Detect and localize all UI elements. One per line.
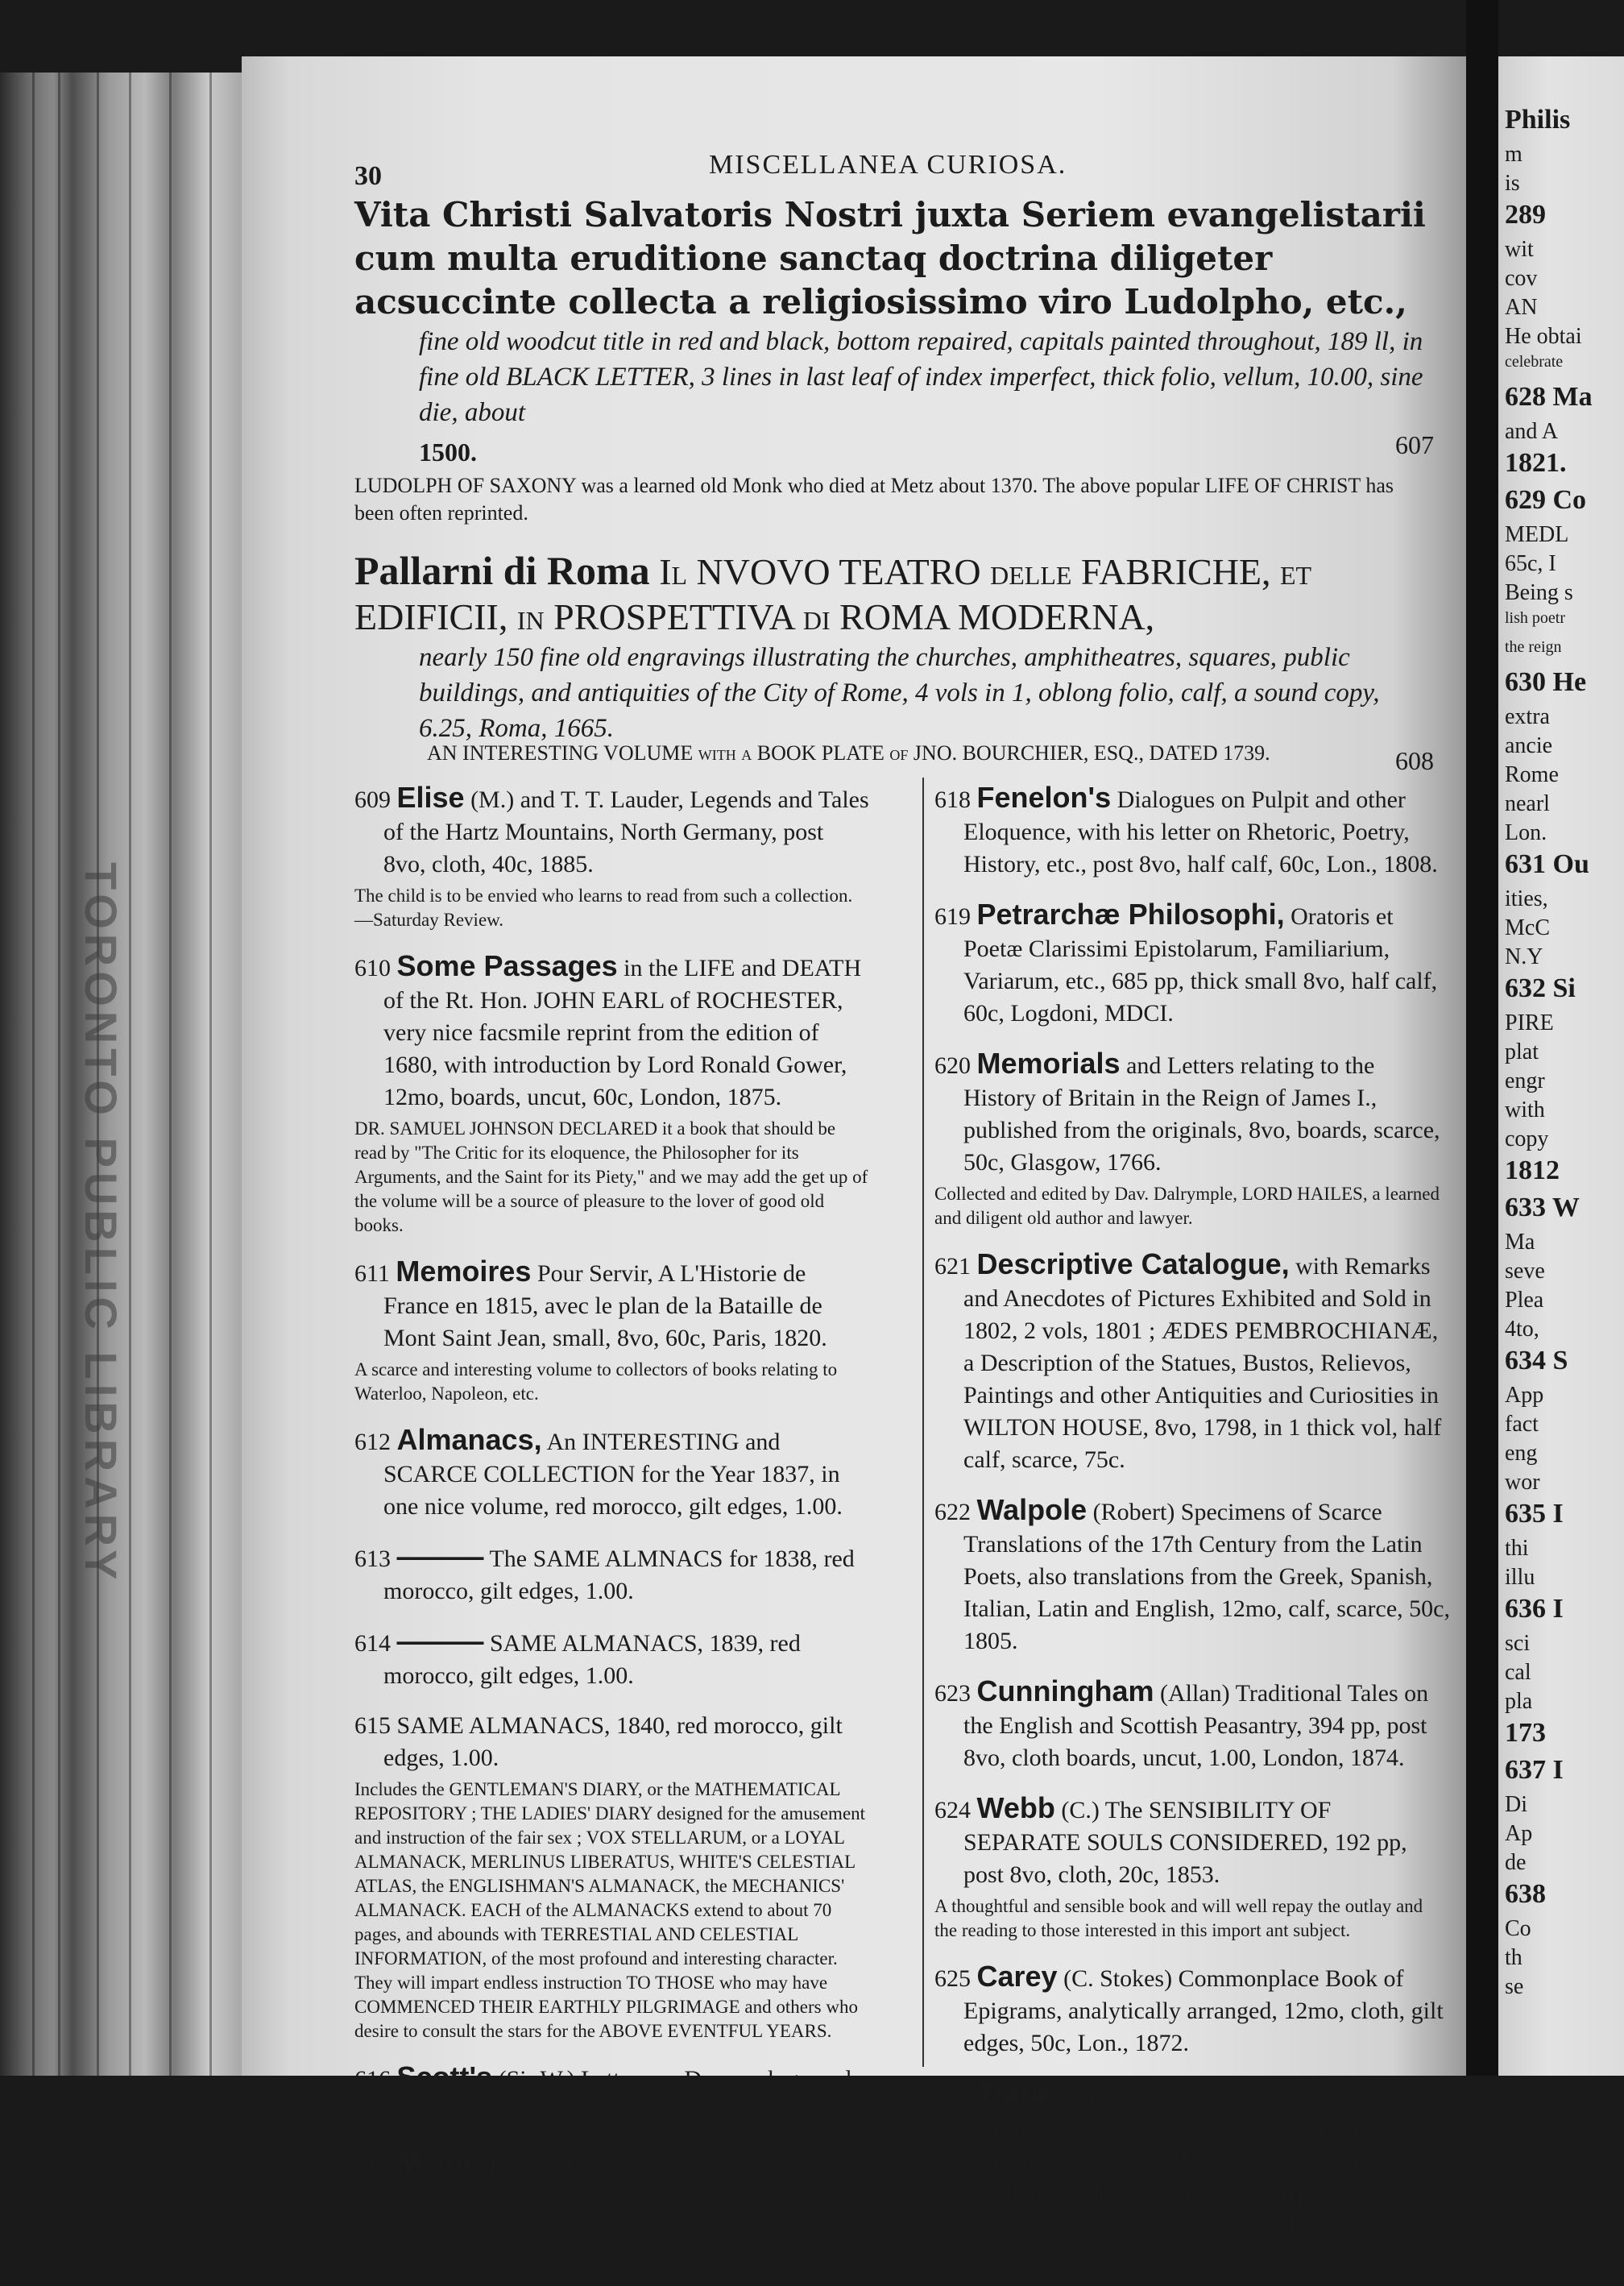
right-page-text-fragment: 637 I	[1505, 1755, 1564, 1785]
right-page-text-fragment: 173	[1505, 1718, 1546, 1748]
right-page-text-fragment: Co	[1505, 1916, 1531, 1941]
entry-614-body	[354, 1625, 870, 1692]
right-page-text-fragment: with	[1505, 1097, 1545, 1122]
entry-608-title	[354, 548, 1434, 640]
catalogue-entry-616	[354, 2061, 870, 2128]
right-column	[934, 782, 1450, 2286]
right-page-text-fragment: 634 S	[1505, 1346, 1568, 1375]
entry-621-body	[934, 1248, 1450, 1476]
entry-610-description: in the LIFE and DEATH of the Rt. Hon. JOHN EARL of ROCHESTER, very nice facsmile reprint from the edition of 1680, with introduction by Lord Ronald Gower, 12mo, boards, uncut, 60c, London, 1875.	[383, 955, 862, 1110]
entry-612-body	[354, 1424, 870, 1523]
entry-608-description: nearly 150 fine old engravings illustrating the churches, amphitheatres, squares, public buildings, and antiquities of the City of Rome, 4 vols in 1, oblong folio, calf, a sound copy, 6.25, Roma, 1665.	[419, 643, 1380, 743]
entry-622-title: Walpole	[976, 1493, 1088, 1526]
right-page-text-fragment: Lon.	[1505, 820, 1547, 845]
catalogue-entry-623	[934, 1675, 1450, 1774]
right-page-text-fragment: Being s	[1505, 580, 1573, 605]
entry-614-description: SAME ALMANACS, 1839, red morocco, gilt edges, 1.00.	[383, 1630, 801, 1689]
entry-607-number: 607	[1395, 430, 1434, 459]
right-page-text-fragment: Ap	[1505, 1821, 1533, 1846]
entry-607-description: fine old woodcut title in red and black, bottom repaired, capitals painted throughout, 189 ll, in fine old BLACK LETTER, 3 lines in last leaf of index imperfect, thick folio, vellum, 10.00, sine die, about	[419, 327, 1423, 427]
right-page-text-fragment: th	[1505, 1945, 1522, 1970]
entry-613-title: ———	[396, 1540, 484, 1573]
catalogue-entry-621	[934, 1248, 1450, 1476]
right-page-text-fragment: 65c, I	[1505, 551, 1556, 576]
entry-624-body	[934, 1792, 1450, 1891]
entry-609-body	[354, 782, 870, 881]
entry-614-title: ———	[396, 1624, 484, 1657]
right-page-text-fragment: N.Y	[1505, 944, 1543, 969]
entry-615-note: Includes the GENTLEMAN'S DIARY, or the MATHEMATICAL REPOSITORY ; THE LADIES' DIARY designed for the amusement and instruction of the fair sex ; VOX STELLARUM, or a LOYAL ALMANACK, MERLINUS LIBERATUS, WHITE'S CELESTIAL ATLAS, the ENGLISHMAN'S ALMANACK, the MECHANICS' ALMANACK. EACH of the ALMANACKS extend to about 70 pages, and abounds with TERRESTIAL AND CELESTIAL INFORMATION, of the most profound and interesting character. They will impart endless instruction TO THOSE who may have COMMENCED THEIR EARTHLY PILGRIMAGE and others who desire to consult the stars for the ABOVE EVENTFUL YEARS.	[354, 1779, 866, 2041]
entry-618-description: Dialogues on Pulpit and other Eloquence, with his letter on Rhetoric, Poetry, History, etc., post 8vo, half calf, 60c, Lon., 1808.	[963, 786, 1438, 877]
bookplate-note: AN INTERESTING VOLUME with a BOOK PLATE of JNO. BOURCHIER, ESQ., DATED 1739.	[427, 741, 1270, 765]
right-page-text-fragment: m	[1505, 142, 1522, 167]
entry-618-title: Fenelon's	[976, 781, 1112, 814]
right-page-text-fragment: wit	[1505, 237, 1534, 262]
entry-617-title: Memoir	[396, 2145, 500, 2178]
entry-610-body	[354, 950, 870, 1114]
right-page-text-fragment: Philis	[1505, 105, 1571, 135]
entry-608-title-rest: Il NVOVO TEATRO delle FABRICHE, et EDIFICII, in PROSPETTIVA di ROMA MODERNA,	[354, 551, 1312, 637]
entry-625-title: Carey	[976, 1960, 1058, 1993]
entry-609-description: (M.) and T. T. Lauder, Legends and Tales of the Hartz Mountains, North Germany, post 8vo, cloth, 40c, 1885.	[383, 786, 869, 877]
entry-615-description: SAME ALMANACS, 1840, red morocco, gilt edges, 1.00.	[383, 1712, 843, 1771]
right-page-text-fragment: eng	[1505, 1441, 1538, 1466]
right-page-text-fragment: 629 Co	[1505, 485, 1587, 515]
right-page-text-fragment: the reign	[1505, 638, 1562, 656]
entry-619-number: 619	[934, 903, 971, 930]
entry-626-description: (The) to India critically and calmly considered and proven to be destructive to the general trade of Great Britain as well as to the woollen and silk manufacturers in particular, 45 pp, 8vo, sewn, 50c, at the Angel, 1720.	[963, 2082, 1427, 2238]
entry-609-number: 609	[354, 786, 391, 813]
entry-620-description: and Letters relating to the History of Britain in the Reign of James I., published from the originals, 8vo, boards, scarce, 50c, Glasgow, 1766.	[963, 1052, 1440, 1176]
entry-613-body	[354, 1541, 870, 1608]
catalogue-entry-612	[354, 1424, 870, 1523]
library-spine-stamp: TORONTO PUBLIC LIBRARY	[76, 862, 126, 1585]
right-page-text-fragment: nearl	[1505, 791, 1550, 816]
entry-615-number: 615	[354, 1712, 391, 1739]
page-number: 30	[354, 161, 382, 191]
catalogue-entry-615	[354, 1710, 870, 2043]
right-page-text-fragment: cov	[1505, 266, 1538, 291]
entry-619-body	[934, 898, 1450, 1030]
entry-621-title: Descriptive Catalogue,	[976, 1247, 1290, 1280]
entry-613-description: The SAME ALMNACS for 1838, red morocco, gilt edges, 1.00.	[383, 1545, 855, 1604]
right-page-text-fragment: cal	[1505, 1660, 1531, 1685]
entry-611-description: Pour Servir, A L'Historie de France en 1815, avec le plan de la Bataille de Mont Saint Jean, small, 8vo, 60c, Paris, 1820.	[383, 1260, 827, 1351]
right-page-text-fragment: Rome	[1505, 762, 1559, 787]
right-page-text-fragment: Di	[1505, 1792, 1527, 1817]
catalogue-entry-619	[934, 898, 1450, 1030]
right-page-text-fragment: lish poetr	[1505, 609, 1565, 627]
entry-611-note: A scarce and interesting volume to collectors of books relating to Waterloo, Napoleon, etc.	[354, 1359, 838, 1404]
entry-621-description: with Remarks and Anecdotes of Pictures Exhibited and Sold in 1802, 2 vols, 1801 ; ÆDES PEMBROCHIANÆ, a Description of the Statues, Bustos, Relievos, Paintings and other Antiquities and Curiosities in WILTON HOUSE, 8vo, 1798, in 1 thick vol, half calf, scarce, 75c.	[963, 1253, 1442, 1473]
catalogue-entry-626	[934, 2077, 1450, 2268]
left-column	[354, 782, 870, 2230]
right-page-text-fragment: 1821.	[1505, 448, 1567, 478]
entry-624-number: 624	[934, 1797, 971, 1823]
entry-620-note: Collected and edited by Dav. Dalrymple, LORD HAILES, a learned and diligent old author and lawyer.	[934, 1184, 1440, 1228]
book-gutter	[1466, 0, 1498, 2076]
right-page-text-fragment: de	[1505, 1850, 1527, 1875]
right-page-text-fragment: McC	[1505, 915, 1550, 940]
catalogue-entry-611	[354, 1255, 870, 1406]
entry-625-body	[934, 1960, 1450, 2060]
entry-610-note: DR. SAMUEL JOHNSON DECLARED it a book that should be read by "The Critic for its eloquence, the Philosopher for its Arguments, and the Saint for its Piety," and we may add the get up of the volume will be a source of pleasure to the lover of good old books.	[354, 1118, 868, 1235]
entry-624-title: Webb	[976, 1791, 1055, 1824]
entry-608-number: 608	[1395, 746, 1434, 775]
entry-622-body	[934, 1494, 1450, 1657]
right-page-text-fragment: 635 I	[1505, 1499, 1564, 1529]
right-page-text-fragment: sci	[1505, 1631, 1531, 1656]
entry-610-number: 610	[354, 955, 391, 981]
entry-618-body	[934, 782, 1450, 881]
right-page-text-fragment: 1812	[1505, 1155, 1560, 1185]
right-page-text-fragment: se	[1505, 1974, 1524, 1999]
entry-623-description: (Allan) Traditional Tales on the English and Scottish Peasantry, 394 pp, post 8vo, cloth boards, uncut, 1.00, London, 1874.	[963, 1680, 1429, 1771]
right-page-text-fragment: Plea	[1505, 1288, 1544, 1313]
entry-625-description: (C. Stokes) Commonplace Book of Epigrams, analytically arranged, 12mo, cloth, gilt edges, 50c, Lon., 1872.	[963, 1965, 1444, 2056]
entry-626-title: Trade	[976, 2076, 1054, 2110]
entry-612-number: 612	[354, 1429, 391, 1455]
right-page-text-fragment: wor	[1505, 1470, 1540, 1495]
right-page-text-fragment: Ma	[1505, 1230, 1535, 1255]
entry-614-number: 614	[354, 1630, 391, 1657]
left-page	[242, 56, 1466, 2266]
right-page-text-fragment: ities,	[1505, 886, 1548, 911]
entry-611-title: Memoires	[396, 1255, 532, 1288]
right-page-text-fragment: seve	[1505, 1259, 1545, 1284]
entry-616-description: (Sir W.) Letters on Demonology and Witchcraft, post 8vo, cloth, 30c, Murray, 1831.	[383, 2066, 851, 2125]
entry-617-description: of PETER the GREAT, port., half calf, 30c, Murray's Fam. Lib., 1832.	[383, 2151, 831, 2209]
entry-616-body	[354, 2061, 870, 2128]
right-page-text-fragment: 630 He	[1505, 667, 1587, 697]
right-page-fragment	[1498, 56, 1624, 2076]
running-head: MISCELLANEA CURIOSA.	[709, 150, 1067, 180]
entry-621-number: 621	[934, 1253, 971, 1280]
right-page-text-fragment: He obtai	[1505, 324, 1582, 349]
catalogue-entry-610	[354, 950, 870, 1238]
entry-623-number: 623	[934, 1680, 971, 1707]
entry-609-note: The child is to be envied who learns to read from such a collection.—Saturday Review.	[354, 886, 853, 930]
right-page-text-fragment: 289	[1505, 200, 1546, 230]
entry-607-year: 1500.	[419, 438, 477, 467]
entry-626-body	[934, 2077, 1450, 2241]
entry-612-title: Almanacs,	[396, 1423, 542, 1456]
entry-619-title: Petrarchæ Philosophi,	[976, 898, 1285, 931]
right-page-text-fragment: 636 I	[1505, 1594, 1564, 1624]
entry-612-description: An INTERESTING and SCARCE COLLECTION for the Year 1837, in one nice volume, red morocco, gilt edges, 1.00.	[383, 1429, 843, 1520]
entry-607-title: Vita Christi Salvatoris Nostri juxta Seriem evangelistarii cum multa eruditione sanctaq doctrina diligeter acsuccinte collecta a religiosissimo viro Ludolpho, etc.,	[354, 195, 1426, 322]
entry-626-note: A scarce pamphlet by DANIEL DEFOE.	[934, 2246, 1237, 2266]
right-page-text-fragment: 4to,	[1505, 1317, 1539, 1342]
entry-618-number: 618	[934, 786, 971, 813]
entry-624-description: (C.) The SENSIBILITY OF SEPARATE SOULS CONSIDERED, 192 pp, post 8vo, cloth, 20c, 1853.	[963, 1797, 1407, 1888]
right-page-text-fragment: fact	[1505, 1412, 1539, 1437]
right-page-text-fragment: celebrate	[1505, 353, 1564, 371]
entry-624-note: A thoughtful and sensible book and will well repay the outlay and the reading to those interested in this import ant subject.	[934, 1896, 1423, 1940]
right-page-text-fragment: extra	[1505, 704, 1550, 729]
catalogue-entry-624	[934, 1792, 1450, 1943]
entry-623-body	[934, 1675, 1450, 1774]
entry-616-title: Scott's	[396, 2060, 493, 2093]
catalogue-entry-622	[934, 1494, 1450, 1657]
entry-617-body	[354, 2146, 870, 2213]
entry-620-title: Memorials	[976, 1047, 1121, 1080]
right-page-text-fragment: App	[1505, 1383, 1544, 1408]
right-page-text-fragment: illu	[1505, 1565, 1535, 1590]
catalogue-entry-609	[354, 782, 870, 932]
right-page-text-fragment: 638	[1505, 1879, 1546, 1909]
entry-620-body	[934, 1048, 1450, 1179]
right-page-text-fragment: copy	[1505, 1126, 1549, 1151]
entry-616-number: 616	[354, 2066, 391, 2093]
right-page-text-fragment: 632 Si	[1505, 973, 1576, 1003]
right-page-text-fragment: thi	[1505, 1536, 1529, 1561]
entry-619-description: Oratoris et Poetæ Clarissimi Epistolarum, Familiarium, Variarum, etc., 685 pp, thick small 8vo, half calf, 60c, Logdoni, MDCI.	[963, 903, 1438, 1027]
entry-610-title: Some Passages	[396, 949, 618, 982]
entry-613-number: 613	[354, 1545, 391, 1572]
book-edge-left	[0, 73, 242, 2076]
catalogue-entry-620	[934, 1048, 1450, 1230]
entry-615-body	[354, 1710, 870, 1774]
right-page-text-fragment: AN	[1505, 295, 1538, 320]
right-page-text-fragment: plat	[1505, 1039, 1539, 1064]
column-rule	[922, 778, 924, 2067]
right-page-text-fragment: PIRE	[1505, 1010, 1554, 1035]
entry-609-title: Elise	[396, 781, 465, 814]
entry-623-title: Cunningham	[976, 1674, 1154, 1707]
right-page-text-fragment: and A	[1505, 419, 1559, 444]
entry-617-number: 617	[354, 2151, 391, 2177]
right-page-text-fragment: pla	[1505, 1689, 1533, 1714]
entry-608-title-bold: Pallarni di Roma	[354, 548, 650, 593]
right-page-text-fragment: ancie	[1505, 733, 1553, 758]
catalogue-entry-613	[354, 1541, 870, 1608]
right-page-text-fragment: engr	[1505, 1068, 1545, 1093]
entry-622-number: 622	[934, 1499, 971, 1525]
entry-626-number: 626	[934, 2082, 971, 2109]
catalogue-entry-614	[354, 1625, 870, 1692]
right-page-text-fragment: is	[1505, 171, 1520, 196]
entry-607-note: LUDOLPH OF SAXONY was a learned old Monk who died at Metz about 1370. The above popular LIFE OF CHRIST has been often reprinted.	[354, 474, 1394, 525]
entry-625-number: 625	[934, 1965, 971, 1992]
right-page-text-fragment: 628 Ma	[1505, 382, 1593, 412]
right-page-text-fragment: MEDL	[1505, 522, 1569, 547]
entry-620-number: 620	[934, 1052, 971, 1079]
catalogue-entry-618	[934, 782, 1450, 881]
catalogue-entry-625	[934, 1960, 1450, 2060]
right-page-text-fragment: 633 W	[1505, 1193, 1580, 1222]
entry-611-body	[354, 1255, 870, 1355]
right-page-text-fragment: 631 Ou	[1505, 849, 1589, 879]
entry-622-description: (Robert) Specimens of Scarce Translations of the 17th Century from the Latin Poets, also translations from the Greek, Spanish, Italian, Latin and English, 12mo, calf, scarce, 50c, 1805.	[963, 1499, 1450, 1654]
catalogue-entry-617	[354, 2146, 870, 2213]
entry-611-number: 611	[354, 1260, 390, 1287]
entry-607	[354, 193, 1434, 527]
